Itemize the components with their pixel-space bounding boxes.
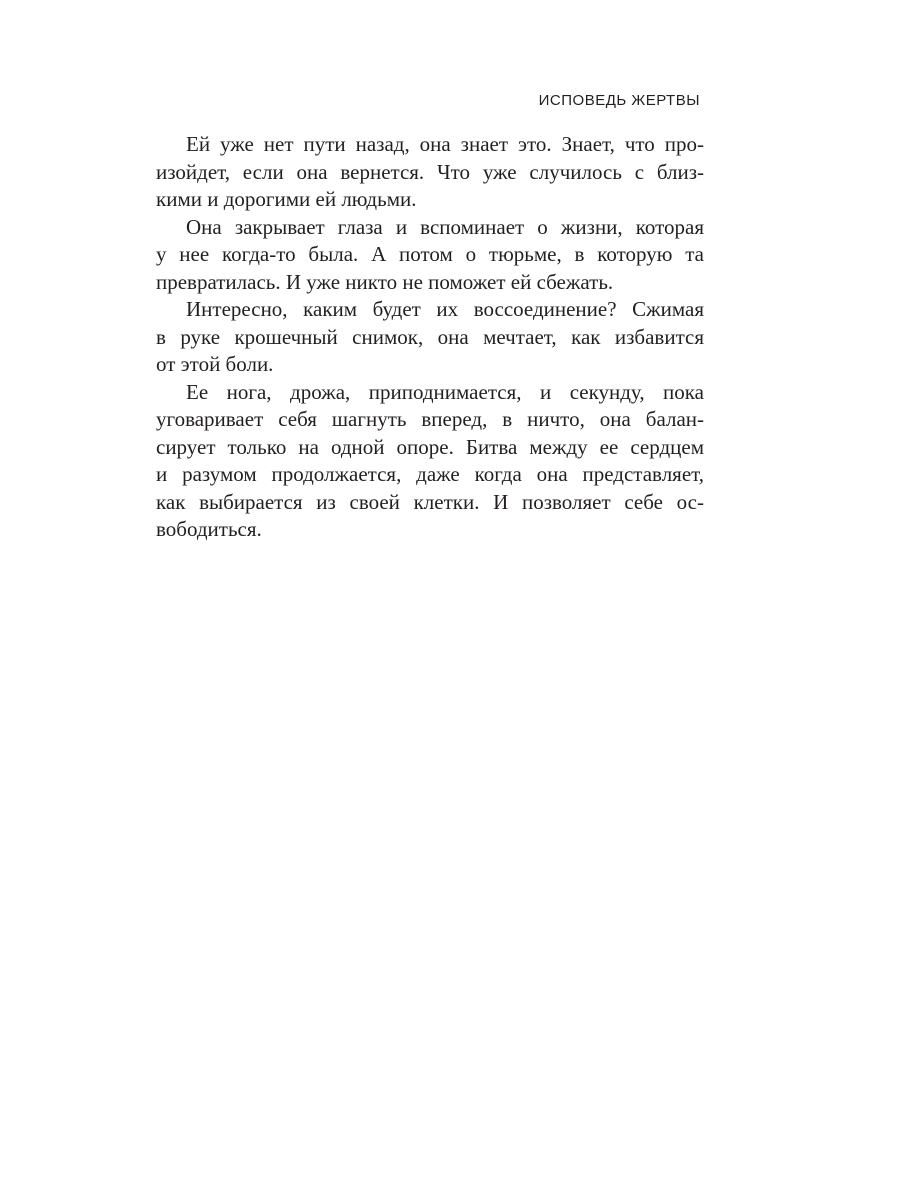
paragraph-4-line-5: как выбирается из своей клетки. И позволяет себе ос- (156, 489, 704, 514)
paragraph-3-line-1: Интересно, каким будет их воссоединение? Сжимая (186, 297, 704, 321)
paragraph-4-line-4: и разумом продолжается, даже когда она представляет, (156, 462, 704, 486)
running-header: ИСПОВЕДЬ ЖЕРТВЫ (538, 92, 700, 109)
paragraph-1-line-1: Ей уже нет пути назад, она знает это. Знает, что про- (186, 132, 704, 156)
paragraph-1-line-3: кими и дорогими ей людьми. (156, 187, 417, 211)
paragraph-2-line-3: превратилась. И уже никто не поможет ей сбежать. (156, 269, 614, 294)
body-text (156, 131, 704, 544)
paragraph-3-line-3: от этой боли. (156, 352, 274, 376)
paragraph-3-line-2: в руке крошечный снимок, она мечтает, как избавится (156, 324, 704, 349)
paragraph-4-line-6: вободиться. (156, 517, 262, 541)
paragraph-4-line-3: сирует только на одной опоре. Битва между ее сердцем (156, 434, 704, 459)
paragraph-4-line-2: уговаривает себя шагнуть вперед, в ничто, она балан- (156, 407, 704, 431)
paragraph-4-line-1: Ее нога, дрожа, приподнимается, и секунду, пока (186, 379, 704, 404)
paragraph-1-line-2: изойдет, если она вернется. Что уже случилось с близ- (156, 159, 704, 184)
paragraph-2-line-2: у нее когда-то была. А потом о тюрьме, в которую та (156, 242, 704, 266)
paragraph-2-line-1: Она закрывает глаза и вспоминает о жизни, которая (186, 214, 704, 239)
